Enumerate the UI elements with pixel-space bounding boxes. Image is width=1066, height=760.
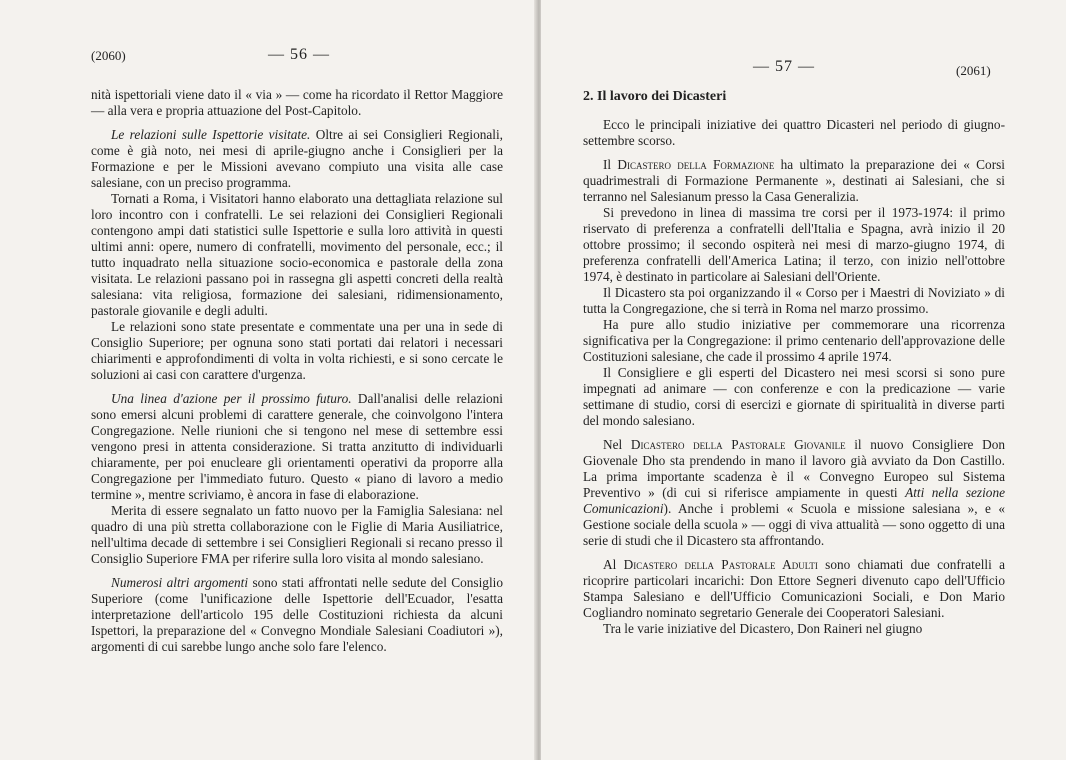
run-in-heading: Una linea d'azione per il prossimo futuro. bbox=[111, 391, 352, 406]
paragraph: Si prevedono in linea di massima tre corsi per il 1973-1974: il primo riservato di preferenza a confratelli dell'Italia e Spagna, avrà inizio il 20 ottobre prossimo; il secondo ospiterà nei mesi di marzo-giugno 1974, di preferenza confratelli dell'America Latina; il terzo, con inizio nell'ottobre 1974, è destinato in particolare ai Salesiani dell'Oriente. bbox=[583, 205, 1005, 284]
right-page-number: — 57 — bbox=[753, 58, 815, 75]
dicastero-name: Dicastero della Formazione bbox=[617, 157, 775, 172]
right-page bbox=[541, 0, 1066, 760]
paragraph: Il Consigliere e gli esperti del Dicastero nei mesi scorsi si sono pure impegnati ad animare — con conferenze e con la predicazione — varie settimane di studio, corsi di esercizi e giornate di spiritualità in diverse parti del mondo salesiano. bbox=[583, 365, 1005, 428]
paragraph: nità ispettoriali viene dato il « via » — come ha ricordato il Rettor Maggiore — alla vera e propria attuazione del Post-Capitolo. bbox=[91, 87, 503, 118]
right-page-code: (2061) bbox=[956, 63, 991, 78]
paragraph: Nel Dicastero della Pastorale Giovanile il nuovo Consigliere Don Giovenale Dho sta prendendo in mano il lavoro già avviato da Don Castillo. La prima importante scadenza è il « Convegno Europeo sul Sistema Preventivo » (di cui si riferisce ampiamente in questi Atti nella sezione Comunicazioni). Anche i problemi « Scuola e missione salesiana », e « Gestione sociale della scuola » — oggi di viva attualità — sono oggetto di una serie di studi che il Dicastero sta affrontando. bbox=[583, 437, 1006, 548]
left-text-column bbox=[91, 87, 503, 655]
left-page-code: (2060) bbox=[91, 48, 126, 63]
left-page-number: — 56 — bbox=[268, 46, 330, 63]
right-text-column bbox=[583, 89, 1005, 637]
run-in-heading: Le relazioni sulle Ispettorie visitate. bbox=[111, 127, 311, 142]
paragraph: Numerosi altri argomenti sono stati affrontati nelle sedute del Consiglio Superiore (come l'unificazione delle Ispettorie dell'Ecuador, l'esatta interpretazione dell'articolo 195 delle Costituzioni richiesta da alcuni Ispettori, la preparazione del « Convegno Mondiale Salesiani Coadiutori »), argomenti di cui sarebbe lungo anche solo fare l'elenco. bbox=[91, 575, 503, 654]
run-in-heading: Numerosi altri argomenti bbox=[111, 575, 249, 590]
paragraph: Il Dicastero sta poi organizzando il « Corso per i Maestri di Noviziato » di tutta la Congregazione, che si terrà in Roma nel marzo prossimo. bbox=[583, 285, 1005, 316]
paragraph: Una linea d'azione per il prossimo futuro. Dall'analisi delle relazioni sono emersi alcuni problemi di carattere generale, che coinvolgono l'intera Congregazione. Nelle riunioni che si tengono nel mese di settembre essi vengono presi in attenta considerazione. Si tratta anzitutto di individuarli chiaramente, per poi enucleare gli orientamenti operativi da proporre alla Congregazione per l'immediato futuro. Questo « piano di lavoro a medio termine », mentre scriviamo, è ancora in fase di elaborazione. bbox=[91, 391, 504, 502]
paragraph: Merita di essere segnalato un fatto nuovo per la Famiglia Salesiana: nel quadro di una più stretta collaborazione con le Figlie di Maria Ausiliatrice, nell'ultima decade di settembre i sei Consiglieri Regionali si recano presso il Consiglio Superiore FMA per riferire sulla loro visita al mondo salesiano. bbox=[91, 503, 503, 566]
paragraph: Ha pure allo studio iniziative per commemorare una ricorrenza significativa per la Congregazione: il primo centenario dell'approvazione delle Costituzioni salesiane, che cade il prossimo 4 aprile 1974. bbox=[583, 317, 1005, 364]
paragraph: Tornati a Roma, i Visitatori hanno elaborato una dettagliata relazione sul loro incontro con i confratelli. Le sei relazioni dei Consiglieri Regionali contengono ampi dati statistici sulle Ispettorie e sulla loro attività in questi ultimi anni: opere, numero di confratelli, movimento del personale, ecc.; il tutto inquadrato nella situazione socio-economica e pastorale della zona visitata. Le relazioni passano poi in rassegna gli aspetti concreti della realtà salesiana: vita religiosa, formazione dei salesiani, ridimensionamento, pastorale giovanile e degli adulti. bbox=[91, 191, 503, 318]
paragraph: Ecco le principali iniziative dei quattro Dicasteri nel periodo di giugno-settembre scorso. bbox=[583, 117, 1005, 148]
paragraph: Le relazioni sulle Ispettorie visitate. Oltre ai sei Consiglieri Regionali, come è già noto, nei mesi di aprile-giugno anche i Consiglieri per la Formazione e per le Missioni avevano compiuto una visita alle case salesiane, con un preciso programma. bbox=[91, 127, 503, 190]
paragraph: Al Dicastero della Pastorale Adulti sono chiamati due confratelli a ricoprire particolari incarichi: Don Ettore Segneri divenuto capo dell'Ufficio Stampa Salesiano e dell'Ufficio Comunicazioni Sociali, e Don Mario Cogliandro nominato segretario Generale dei Cooperatori Salesiani. bbox=[583, 557, 1006, 620]
section-heading: 2. Il lavoro dei Dicasteri bbox=[583, 89, 727, 104]
paragraph: Le relazioni sono state presentate e commentate una per una in sede di Consiglio Superiore; per ognuna sono stati portati dai relatori i necessari chiarimenti e approfondimenti di volta in volta richiesti, e si sono cercate le soluzioni ai casi con carattere d'urgenza. bbox=[91, 319, 503, 382]
dicastero-name: Dicastero della Pastorale Giovanile bbox=[630, 437, 846, 452]
dicastero-name: Dicastero della Pastorale Adulti bbox=[623, 557, 818, 572]
italic-reference: Atti nella sezione Comunicazioni bbox=[583, 485, 1005, 516]
paragraph: Il Dicastero della Formazione ha ultimato la preparazione dei « Corsi quadrimestrali di Formazione Permanente », destinati ai Salesiani, che si terranno nel Salesianum presso la Casa Generalizia. bbox=[583, 157, 1005, 204]
paragraph: Tra le varie iniziative del Dicastero, Don Raineri nel giugno bbox=[603, 621, 923, 636]
